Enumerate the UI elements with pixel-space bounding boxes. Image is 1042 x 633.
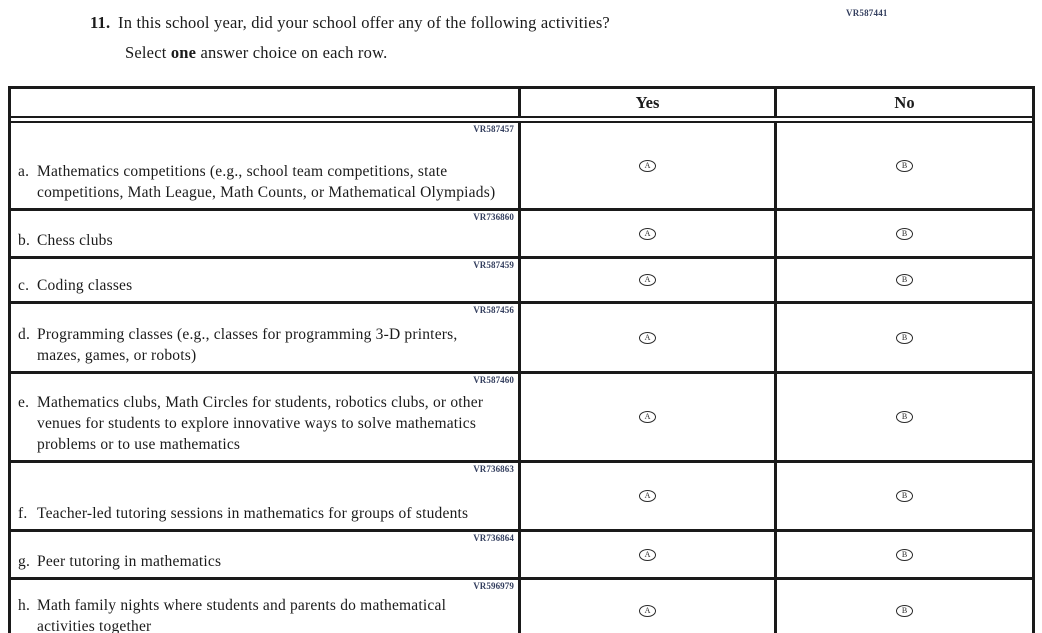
no-cell (777, 211, 1032, 256)
table-row-b (11, 211, 1032, 259)
bubble-no-row-g[interactable]: B (896, 549, 913, 561)
row-label-cell (11, 532, 521, 577)
yes-cell (521, 580, 777, 633)
bubble-no-row-a[interactable]: B (896, 160, 913, 172)
row-variable-code: VR736860 (473, 212, 514, 222)
bubble-yes-row-b[interactable]: A (639, 228, 656, 240)
yes-cell (521, 259, 777, 301)
yes-cell (521, 304, 777, 371)
no-cell (777, 304, 1032, 371)
bubble-no-row-c[interactable]: B (896, 274, 913, 286)
row-label: Programming classes (e.g., classes for programming 3-D printers, mazes, games, or robots) (37, 326, 458, 364)
row-variable-code: VR587456 (473, 305, 514, 315)
row-label-cell (11, 304, 521, 371)
bubble-yes-row-g[interactable]: A (639, 549, 656, 561)
instruction-bold: one (170, 43, 197, 62)
row-label-cell (11, 123, 521, 208)
row-label: Chess clubs (37, 232, 113, 249)
question-text: In this school year, did your school offer any of the following activities? (118, 13, 610, 32)
row-letter: e. (18, 394, 30, 411)
no-cell (777, 580, 1032, 633)
no-cell (777, 532, 1032, 577)
row-letter: c. (18, 277, 30, 294)
instruction-prefix: Select (125, 43, 171, 62)
header-blank-cell (11, 89, 521, 116)
question-line (90, 13, 610, 33)
bubble-yes-row-c[interactable]: A (639, 274, 656, 286)
bubble-yes-row-e[interactable]: A (639, 411, 656, 423)
bubble-no-row-d[interactable]: B (896, 332, 913, 344)
bubble-no-row-b[interactable]: B (896, 228, 913, 240)
row-label: Math family nights where students and parents do mathematical activities together (37, 597, 447, 633)
table-row-g (11, 532, 1032, 580)
yes-cell (521, 123, 777, 208)
row-label: Teacher-led tutoring sessions in mathematics for groups of students (37, 505, 469, 522)
row-label-cell (11, 211, 521, 256)
no-cell (777, 123, 1032, 208)
row-label: Mathematics clubs, Math Circles for students, robotics clubs, or other venues for students to explore innovative ways to solve mathematics problems or to use mathematics (37, 394, 484, 453)
row-variable-code: VR587460 (473, 375, 514, 385)
page-variable-code: VR587441 (846, 8, 888, 18)
bubble-yes-row-h[interactable]: A (639, 605, 656, 617)
table-row-e (11, 374, 1032, 463)
yes-cell (521, 532, 777, 577)
row-letter: b. (18, 232, 31, 249)
table-row-h (11, 580, 1032, 633)
answer-table (8, 86, 1035, 633)
row-letter: g. (18, 553, 31, 570)
row-letter: d. (18, 326, 31, 343)
bubble-no-row-h[interactable]: B (896, 605, 913, 617)
bubble-yes-row-d[interactable]: A (639, 332, 656, 344)
row-variable-code: VR587457 (473, 124, 514, 134)
row-letter: f. (18, 505, 28, 522)
row-label-cell (11, 259, 521, 301)
no-cell (777, 374, 1032, 460)
table-header-row (11, 89, 1032, 116)
instruction-suffix: answer choice on each row. (196, 43, 388, 62)
question-number: 11. (90, 13, 111, 32)
bubble-no-row-e[interactable]: B (896, 411, 913, 423)
row-variable-code: VR596979 (473, 581, 514, 591)
no-cell (777, 463, 1032, 529)
no-cell (777, 259, 1032, 301)
bubble-no-row-f[interactable]: B (896, 490, 913, 502)
row-label: Coding classes (37, 277, 133, 294)
row-variable-code: VR736863 (473, 464, 514, 474)
header-double-rule (11, 116, 1032, 123)
row-variable-code: VR587459 (473, 260, 514, 270)
row-label-cell (11, 374, 521, 460)
bubble-yes-row-f[interactable]: A (639, 490, 656, 502)
row-label: Peer tutoring in mathematics (37, 553, 222, 570)
column-header-no: No (894, 92, 915, 112)
row-label-cell (11, 580, 521, 633)
column-header-yes: Yes (521, 89, 777, 116)
yes-cell (521, 463, 777, 529)
question-instruction (125, 43, 387, 63)
table-row-f (11, 463, 1032, 532)
table-row-c (11, 259, 1032, 304)
row-label-cell (11, 463, 521, 529)
table-row-d (11, 304, 1032, 374)
bubble-yes-row-a[interactable]: A (639, 160, 656, 172)
yes-cell (521, 374, 777, 460)
row-letter: h. (18, 597, 31, 614)
yes-cell (521, 211, 777, 256)
table-row-a (11, 123, 1032, 211)
row-label: Mathematics competitions (e.g., school team competitions, state competitions, Math League, Math Counts, or Mathematical Olympiads) (37, 163, 496, 201)
row-variable-code: VR736864 (473, 533, 514, 543)
row-letter: a. (18, 163, 30, 180)
